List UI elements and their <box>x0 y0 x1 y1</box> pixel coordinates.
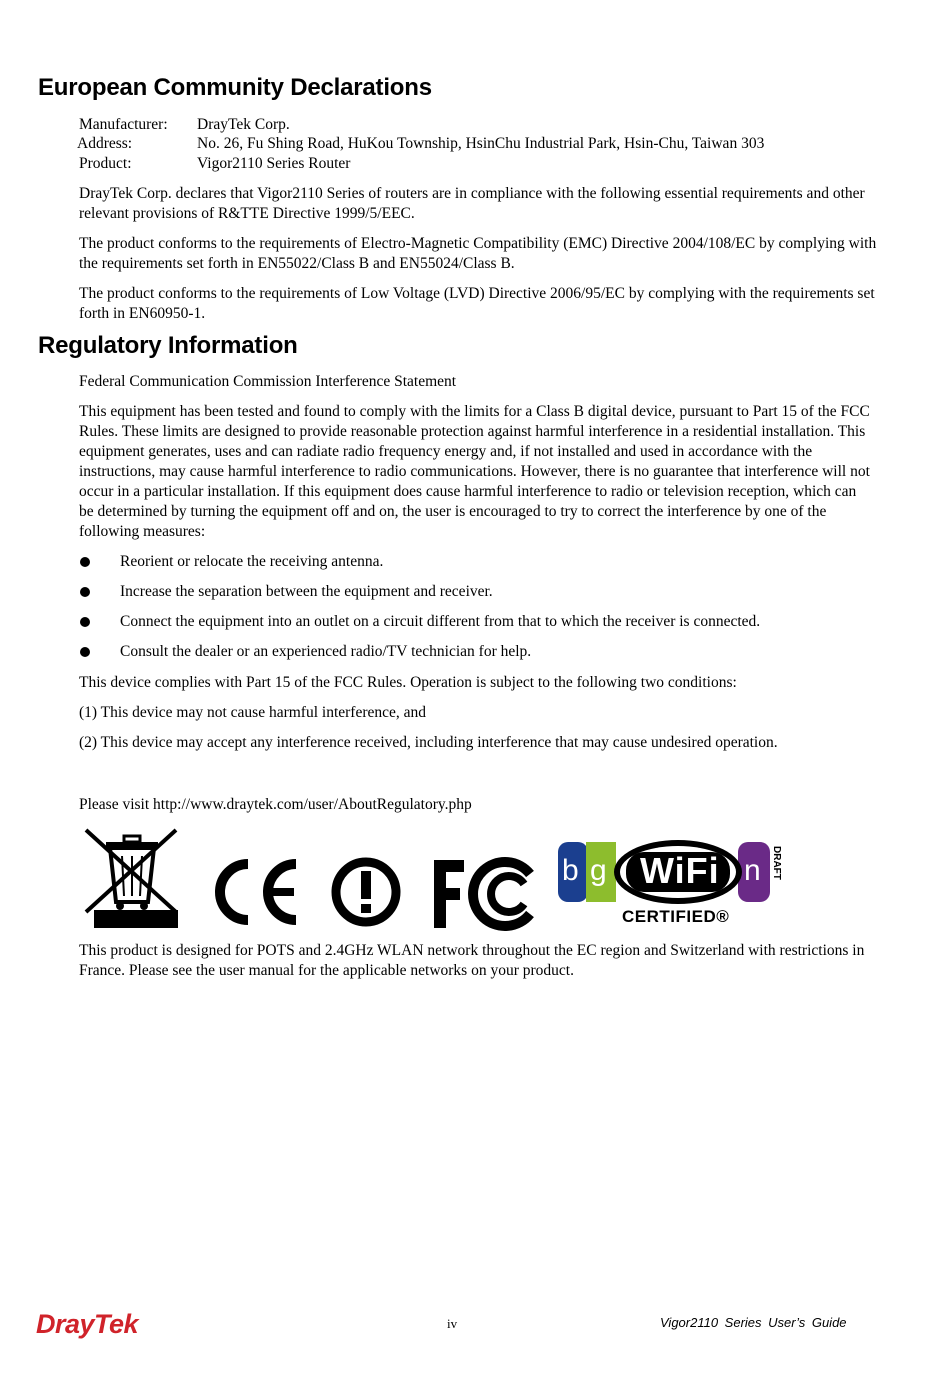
section-heading-regulatory: Regulatory Information <box>38 332 298 359</box>
section-heading-european: European Community Declarations <box>38 74 432 101</box>
ce-mark-icon <box>204 856 304 928</box>
weee-bin-icon <box>82 826 182 930</box>
bullet-item: Reorient or relocate the receiving antenna. <box>120 553 384 570</box>
condition-1: (1) This device may not cause harmful interference, and <box>79 704 427 721</box>
alert-mark-icon <box>330 856 402 928</box>
closing-paragraph: This product is designed for POTS and 2.4GHz WLAN network throughout the EC region and Switzerland with restrictions in France. Please see the user manual for the applicable networks on your product. <box>79 942 865 979</box>
bullet-icon <box>80 587 90 597</box>
bullet-icon <box>80 617 90 627</box>
bullet-icon <box>80 557 90 567</box>
address-label: Address: <box>77 135 133 152</box>
fcc-subtitle: Federal Communication Commission Interference Statement <box>79 373 457 390</box>
product-value: Vigor2110 Series Router <box>197 155 351 172</box>
product-label: Product: <box>79 155 132 172</box>
page-number: iv <box>447 1316 458 1331</box>
condition-2: (2) This device may accept any interference received, including interference that may cause undesired operation. <box>79 734 778 751</box>
bullet-item: Connect the equipment into an outlet on a circuit different from that to which the receiver is connected. <box>120 613 761 630</box>
declaration-paragraph: DrayTek Corp. declares that Vigor2110 Series of routers are in compliance with the following essential requirements and other relevant provisions of R&TTE Directive 1999/5/EEC. <box>79 185 865 222</box>
wifi-text: WiFi <box>640 850 720 891</box>
wifi-g-letter: g <box>590 854 607 887</box>
manufacturer-value: DrayTek Corp. <box>197 116 290 133</box>
lvd-paragraph: The product conforms to the requirements of Low Voltage (LVD) Directive 2006/95/EC by complying with the requirements set forth in EN60950-1. <box>79 285 875 322</box>
draytek-brand-logo: DrayTek <box>36 1309 139 1339</box>
manufacturer-label: Manufacturer: <box>79 116 168 133</box>
bullet-icon <box>80 647 90 657</box>
wifi-certified-label: CERTIFIED® <box>622 907 730 926</box>
guide-title: Vigor2110 Series User’s Guide <box>660 1315 847 1330</box>
wifi-certified-logo <box>556 838 786 930</box>
fcc-part15-paragraph: This device complies with Part 15 of the FCC Rules. Operation is subject to the following two conditions: <box>79 674 737 691</box>
regulatory-url-text: Please visit http://www.draytek.com/user/AboutRegulatory.php <box>79 796 472 813</box>
bullet-item: Increase the separation between the equipment and receiver. <box>120 583 493 600</box>
emc-paragraph: The product conforms to the requirements of Electro-Magnetic Compatibility (EMC) Directive 2004/108/EC by complying with the requirements set forth in EN55022/Class B and EN55024/Class B. <box>79 235 877 272</box>
bullet-item: Consult the dealer or an experienced radio/TV technician for help. <box>120 643 532 660</box>
fcc-statement-paragraph: This equipment has been tested and found to comply with the limits for a Class B digital device, pursuant to Part 15 of the FCC Rules. These limits are designed to provide reasonable protection against harmful interference in a residential installation. This equipment generates, uses and can radiate radio frequency energy and, if not installed and used in accordance with the instructions, may cause harmful interference to radio communications. However, there is no guarantee that interference will not occur in a particular installation. If this equipment does cause harmful interference to radio or television reception, which can be determined by turning the equipment off and on, the user is encouraged to try to correct the interference by one of the following measures: <box>79 403 870 540</box>
wifi-draft-label: DRAFT <box>771 846 782 880</box>
wifi-n-letter: n <box>744 854 761 887</box>
wifi-b-letter: b <box>562 854 579 887</box>
address-value: No. 26, Fu Shing Road, HuKou Township, HsinChu Industrial Park, Hsin-Chu, Taiwan 303 <box>197 135 765 152</box>
fcc-logo-icon <box>430 856 534 932</box>
